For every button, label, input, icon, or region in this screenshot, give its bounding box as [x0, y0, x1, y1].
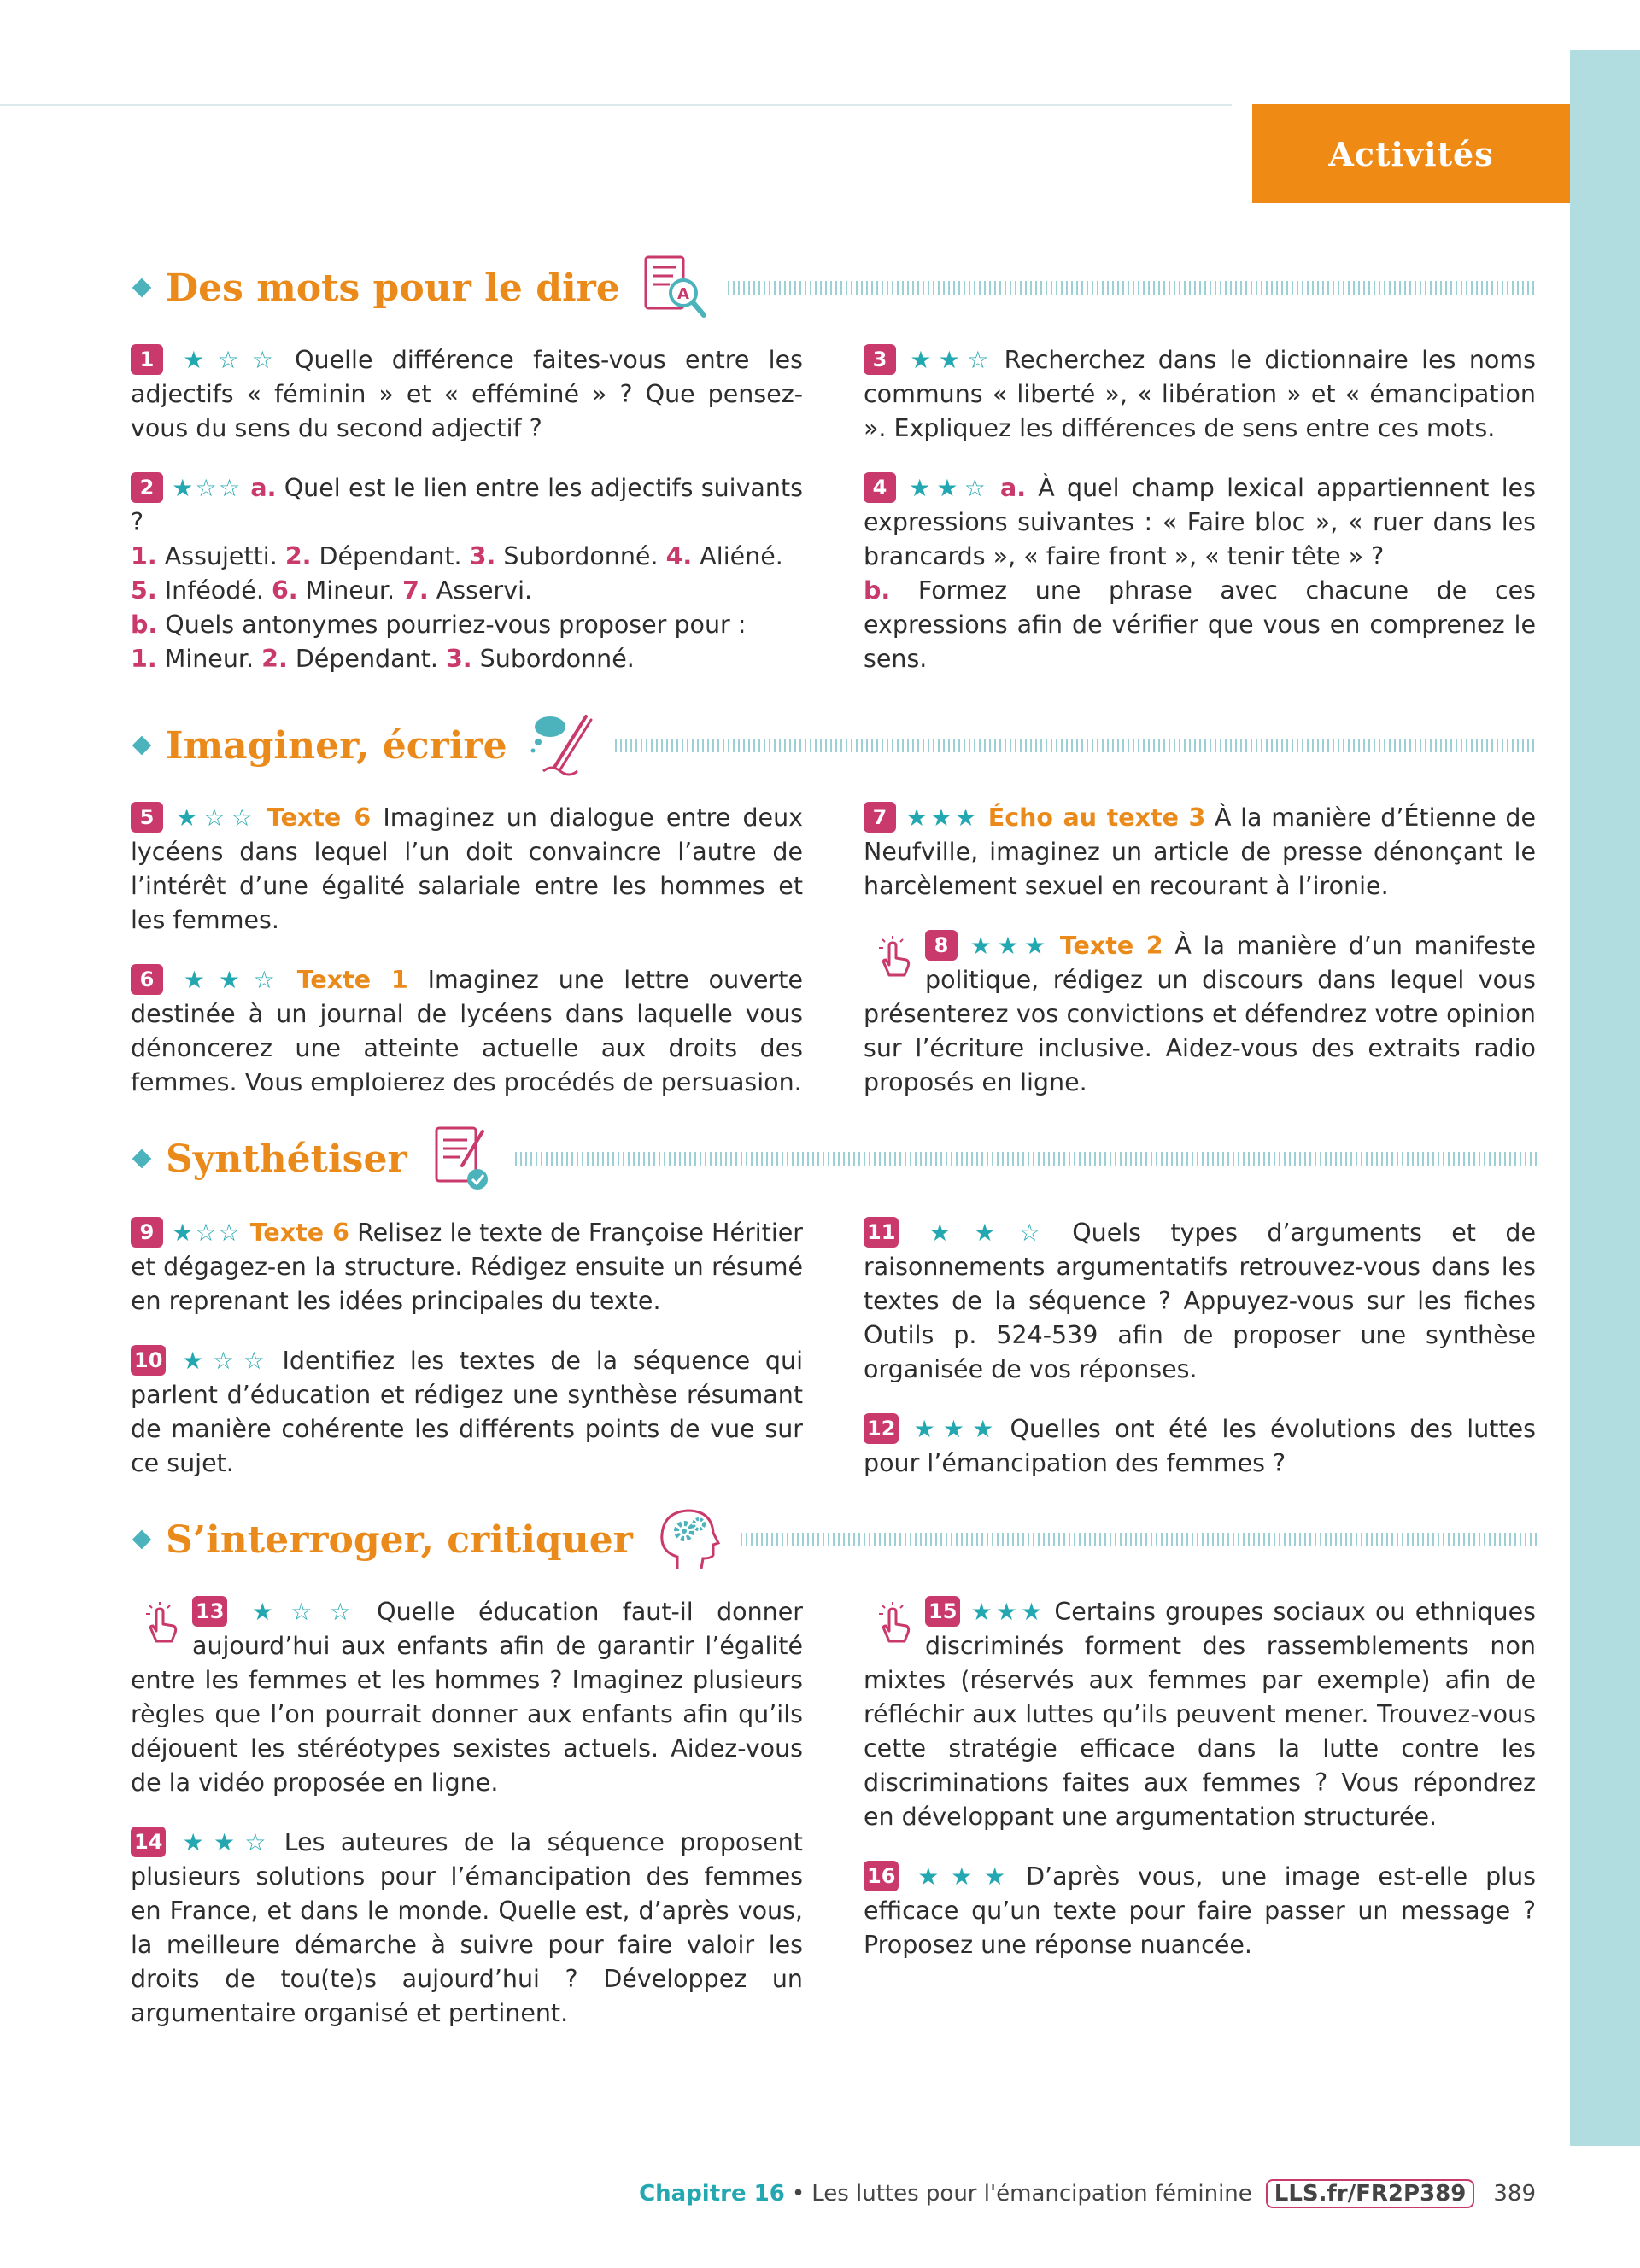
- exercise-text: Formez une phrase avec chacune de ces expressions afin de vérifier que vous en comprenez le sens.: [864, 576, 1536, 673]
- text-reference: Texte 6: [249, 1219, 349, 1247]
- diamond-bullet: [132, 736, 152, 756]
- difficulty-stars: ★★★: [966, 932, 1051, 960]
- exercise-number-badge: 10: [131, 1345, 166, 1376]
- section-title: Synthétiser: [166, 1137, 407, 1181]
- difficulty-stars: ★★★: [907, 1862, 1018, 1891]
- exercise-14: [131, 1826, 803, 2031]
- exercise-text: Assujetti.: [156, 542, 285, 570]
- item-label: 3.: [469, 542, 496, 570]
- exercise-text: Certains groupes sociaux ou ethniques discriminés forment des rassemblements non mixtes (réservés aux femmes par exemple) afin de réfléchir aux luttes qu’ils peuvent mener. Trouvez-vous cette stratégie efficace dans la lutte contre les discriminations faites aux femmes ? Vous répondrez en développant une argumentation structurée.: [864, 1598, 1536, 1831]
- exercise-text: Aliéné.: [692, 542, 783, 570]
- pointing-hand-icon: [136, 1600, 184, 1648]
- difficulty-stars: ★☆☆: [172, 804, 259, 832]
- exercise-text: À quel champ lexical appartiennent les expressions suivantes : « Faire bloc », « ruer dans les brancards », « faire front », « tenir tête » ?: [864, 474, 1537, 570]
- exercise-8: [864, 929, 1536, 1100]
- section-title: Des mots pour le dire: [166, 266, 620, 310]
- exercise-1: [131, 343, 803, 446]
- exercise-text: Imaginez un dialogue entre deux lycéens dans lequel l’un doit convaincre l’autre de l’intérêt d’une égalité salariale entre les hommes et les femmes.: [131, 804, 804, 934]
- section-title: S’interroger, critiquer: [166, 1517, 633, 1562]
- item-label: 3.: [445, 645, 472, 673]
- difficulty-stars: ★★☆: [905, 346, 996, 374]
- exercise-number-badge: 7: [864, 802, 896, 833]
- col-mots-left: [131, 343, 803, 676]
- exercise-text: Inféodé.: [156, 576, 272, 605]
- difficulty-stars: ★★★: [907, 1415, 1002, 1443]
- dictionary-search-icon: [639, 252, 711, 324]
- exercise-text: Dépendant.: [287, 645, 446, 673]
- diamond-bullet: [132, 1149, 152, 1169]
- difficulty-stars: ★★☆: [174, 1828, 276, 1856]
- exercise-text: Subordonné.: [472, 645, 635, 673]
- diamond-bullet: [132, 1530, 152, 1550]
- footer-link[interactable]: LLS.fr/FR2P389: [1266, 2179, 1475, 2208]
- exercise-text: Quelle différence faites-vous entre les adjectifs « féminin » et « efféminé » ? Que pensez-vous du sens du second adjectif ?: [131, 346, 803, 442]
- item-label: 2.: [261, 645, 288, 673]
- text-reference: Texte 1: [296, 966, 408, 994]
- item-label: 7.: [402, 576, 429, 605]
- diamond-bullet: [132, 278, 152, 298]
- exercise-number-badge: 5: [131, 802, 163, 833]
- exercise-number-badge: 8: [925, 930, 958, 961]
- side-band: [1570, 50, 1640, 2146]
- exercise-text: Mineur.: [156, 645, 262, 673]
- exercise-10: [131, 1344, 803, 1481]
- difficulty-stars: ★☆☆: [172, 474, 243, 502]
- difficulty-stars: ★☆☆: [236, 1598, 369, 1626]
- dotted-rule: [615, 739, 1538, 752]
- item-label: 1.: [131, 542, 157, 570]
- document-check-icon: [426, 1123, 498, 1195]
- section-head-synthetiser: [128, 1120, 1538, 1197]
- exercise-text: Imaginez une lettre ouverte destinée à un journal de lycéens dans laquelle vous dénoncerez une atteinte actuelle aux droits des femmes. Vous emploierez des procédés de persuasion.: [131, 966, 803, 1096]
- col-imaginer-right: [864, 801, 1536, 1100]
- head-gears-icon: [652, 1504, 723, 1575]
- text-reference: Texte 6: [266, 804, 372, 832]
- item-label: a.: [999, 474, 1027, 502]
- exercise-text: Quels types d’arguments et de raisonnements argumentatifs retrouvez-vous dans les textes de la séquence ? Appuyez-vous sur les fiches Outils p. 524-539 afin de proposer une synthèse organisée de vos réponses.: [864, 1219, 1536, 1383]
- item-label: 6.: [271, 576, 298, 605]
- exercise-number-badge: 11: [864, 1217, 899, 1248]
- text-reference: Écho au texte 3: [987, 804, 1206, 832]
- pointing-hand-icon: [869, 934, 917, 982]
- exercise-number-badge: 1: [131, 344, 163, 375]
- footer-separator: •: [791, 2181, 805, 2207]
- item-label: 2.: [284, 542, 312, 570]
- difficulty-stars: ★☆☆: [174, 1347, 274, 1375]
- exercise-number-badge: 16: [864, 1861, 899, 1891]
- exercise-number-badge: 12: [864, 1413, 899, 1444]
- exercise-5: [131, 801, 803, 938]
- col-synthetiser-right: [864, 1216, 1536, 1481]
- exercise-number-badge: 15: [925, 1596, 960, 1627]
- col-imaginer-left: [131, 801, 803, 1100]
- exercise-number-badge: 6: [131, 964, 163, 995]
- exercise-number-badge: 13: [192, 1596, 227, 1627]
- col-mots-right: [864, 343, 1536, 676]
- exercise-text: Les auteures de la séquence proposent plusieurs solutions pour l’émancipation des femmes en France, et dans le monde. Quelle est, d’après vous, la meilleure démarche à suivre pour faire valoir les droits de tou(te)s aujourd’hui ? Développez un argumentaire organisé et pertinent.: [131, 1828, 803, 2027]
- difficulty-stars: ★☆☆: [172, 1219, 242, 1247]
- section-head-mots: [128, 249, 1538, 326]
- exercise-15: [864, 1595, 1536, 1834]
- exercise-number-badge: 2: [131, 472, 163, 503]
- dotted-rule: [741, 1533, 1538, 1546]
- exercise-16: [864, 1860, 1536, 1962]
- col-interroger-right: [864, 1595, 1536, 1962]
- difficulty-stars: ★★☆: [905, 474, 992, 502]
- item-label: 5.: [131, 576, 157, 605]
- exercise-text: Dépendant.: [311, 542, 470, 570]
- footer-chapter: Chapitre 16: [639, 2181, 785, 2207]
- exercise-2: [131, 471, 803, 676]
- text-reference: Texte 2: [1059, 932, 1163, 960]
- exercise-13: [131, 1595, 803, 1800]
- exercise-text: Recherchez dans le dictionnaire les noms communs « liberté », « libération » et « émancipation ». Expliquez les différences de sens entre ces mots.: [864, 346, 1536, 442]
- exercise-text: Quelle éducation faut-il donner aujourd’hui aux enfants afin de garantir l’égalité entre les femmes et les hommes ? Imaginez plusieurs règles que l’on pourrait donner aux enfants afin qu’ils déjouent les stéréotypes sexistes actuels. Aidez-vous de la vidéo proposée en ligne.: [131, 1598, 803, 1797]
- exercise-number-badge: 3: [864, 344, 896, 375]
- item-label: 4.: [665, 542, 693, 570]
- exercise-text: Quel est le lien entre les adjectifs suivants ?: [131, 474, 803, 536]
- item-label: 1.: [131, 645, 157, 673]
- col-synthetiser-left: [131, 1216, 803, 1481]
- exercise-9: [131, 1216, 803, 1318]
- exercise-text: Quelles ont été les évolutions des luttes pour l’émancipation des femmes ?: [864, 1415, 1536, 1477]
- exercise-text: Mineur.: [297, 576, 403, 605]
- page-number: 389: [1493, 2181, 1536, 2207]
- exercise-text: À la manière d’un manifeste politique, rédigez un discours dans lequel vous présenterez vos convictions et défendrez votre opinion sur l’écriture inclusive. Aidez-vous des extraits radio proposés en ligne.: [864, 932, 1537, 1096]
- exercise-12: [864, 1412, 1536, 1481]
- pointing-hand-icon: [869, 1600, 917, 1648]
- dotted-rule: [515, 1152, 1538, 1166]
- col-interroger-left: [131, 1595, 803, 2031]
- exercise-text: À la manière d’Étienne de Neufville, imaginez un article de presse dénonçant le harcèlement sexuel en recourant à l’ironie.: [864, 804, 1536, 900]
- difficulty-stars: ★★☆: [172, 966, 289, 994]
- difficulty-stars: ★★★: [905, 804, 980, 832]
- thought-pencil-icon: [526, 710, 598, 781]
- page-footer: [0, 2179, 1536, 2208]
- item-label: b.: [131, 611, 158, 639]
- dotted-rule: [728, 281, 1538, 295]
- difficulty-stars: ★☆☆: [172, 346, 287, 374]
- exercise-text: D’après vous, une image est-elle plus efficace qu’un texte pour faire passer un message ? Proposez une réponse nuancée.: [864, 1862, 1537, 1959]
- exercise-text: Subordonné.: [495, 542, 666, 570]
- exercise-text: Relisez le texte de Françoise Héritier et dégagez-en la structure. Rédigez ensuite un résumé en reprenant les idées principales du texte.: [131, 1219, 803, 1315]
- exercise-11: [864, 1216, 1536, 1387]
- exercise-number-badge: 4: [864, 472, 896, 503]
- activities-tab: Activités: [1252, 104, 1570, 203]
- exercise-number-badge: 14: [131, 1827, 166, 1857]
- difficulty-stars: ★★☆: [907, 1219, 1064, 1247]
- exercise-text: Quels antonymes pourriez-vous proposer pour :: [157, 611, 747, 639]
- section-title: Imaginer, écrire: [166, 723, 507, 768]
- exercise-7: [864, 801, 1536, 903]
- difficulty-stars: ★★★: [969, 1598, 1046, 1626]
- exercise-6: [131, 963, 803, 1100]
- svg-text:A: A: [676, 285, 689, 303]
- item-label: b.: [864, 576, 891, 605]
- exercise-text: Asservi.: [428, 576, 533, 605]
- exercise-3: [864, 343, 1536, 446]
- section-head-imaginer: [128, 707, 1538, 784]
- item-label: a.: [250, 474, 277, 502]
- section-head-interroger: [128, 1501, 1538, 1578]
- exercise-4: [864, 471, 1536, 676]
- top-rule: [0, 104, 1232, 106]
- footer-chapter-title: Les luttes pour l'émancipation féminine: [811, 2181, 1252, 2207]
- exercise-number-badge: 9: [131, 1217, 163, 1248]
- exercise-text: Identifiez les textes de la séquence qui parlent d’éducation et rédigez une synthèse résumant de manière cohérente les différents points de vue sur ce sujet.: [131, 1347, 803, 1477]
